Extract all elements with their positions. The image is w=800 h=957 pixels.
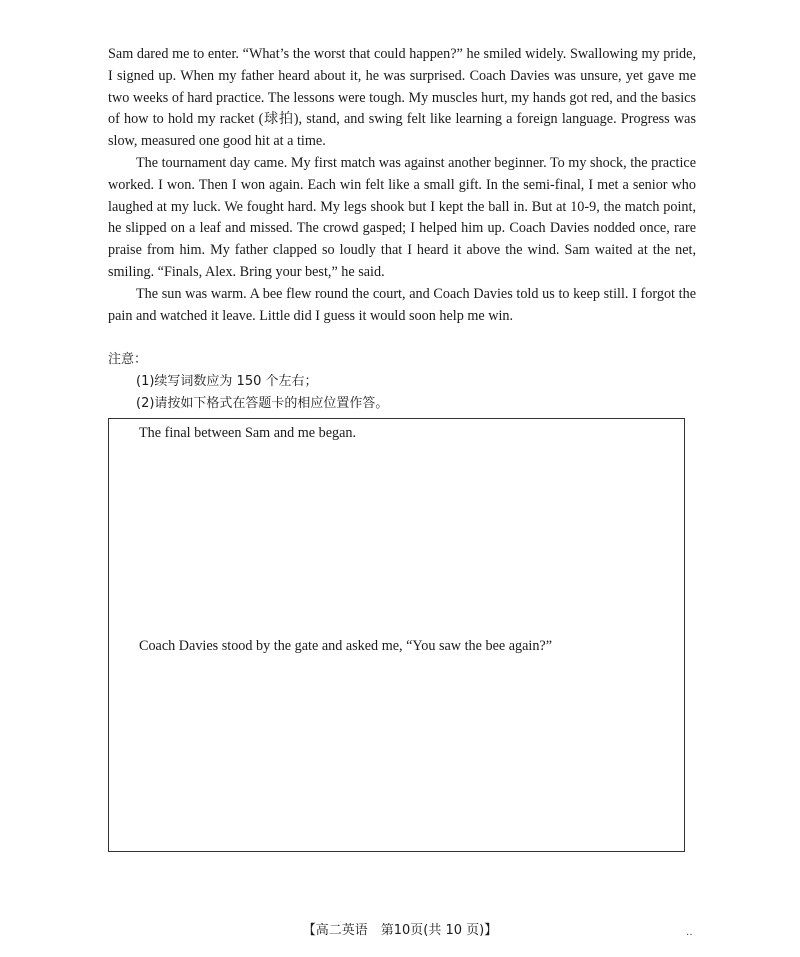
note-item-word-count: (1)续写词数应为 150 个左右；: [136, 374, 318, 389]
answer-box[interactable]: [108, 418, 685, 852]
passage-paragraph-3: The sun was warm. A bee flew round the court, and Coach Davies told us to keep still. I forgot the pain and watched it leave. Little did I guess it would soon help me win.: [108, 285, 696, 324]
answer-paragraph-2-opening: Coach Davies stood by the gate and asked me, “You saw the bee again?”: [139, 638, 553, 654]
page-footer: 【高二英语 第10页(共 10 页)】: [302, 923, 498, 938]
answer-paragraph-1-opening: The final between Sam and me began.: [139, 425, 357, 441]
instructions-notes: [108, 349, 696, 415]
notes-label: 注意：: [108, 352, 148, 367]
corner-mark: ··: [686, 930, 693, 941]
passage-paragraph-1: Sam dared me to enter. “What’s the worst that could happen?” he smiled widely. Swallowing my pride, I signed up. When my father heard about it, he was surprised. Coach Davies was unsure, yet gave me two weeks of hard practice. The lessons were tough. My muscles hurt, my hands got red, and the basics of how to hold my racket (球拍), stand, and swing felt like learning a foreign language. Progress was slow, measured one good hit at a time.: [108, 46, 696, 150]
passage-paragraph-2: The tournament day came. My first match was against another beginner. To my shock, the practice worked. I won. Then I won again. Each win felt like a small gift. In the semi-final, I met a senior who laughed at my luck. We fought hard. My legs shook but I kept the ball in. But at 10-9, the match point, he slipped on a leaf and missed. The crowd gasped; I helped him up. Coach Davies nodded once, rare praise from him. My father clapped so loudly that I heard it above the wind. Sam waited at the net, smiling. “Finals, Alex. Bring your best,” he said.: [108, 154, 696, 280]
story-passage: [108, 44, 696, 327]
note-item-format: (2)请按如下格式在答题卡的相应位置作答。: [136, 396, 389, 411]
